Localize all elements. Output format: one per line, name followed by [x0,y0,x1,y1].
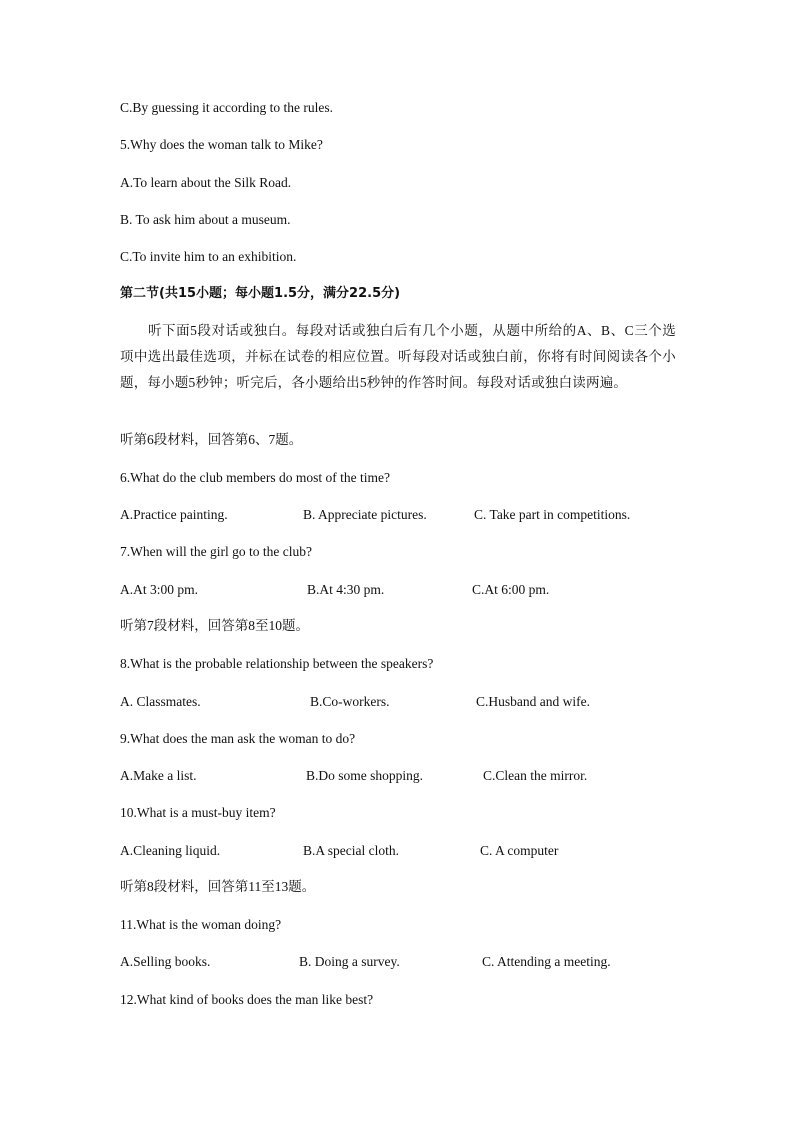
question-7: 7.When will the girl go to the club? [120,544,312,559]
question-6-option-b: B. Appreciate pictures. [303,507,427,522]
question-9: 9.What does the man ask the woman to do? [120,731,356,746]
question-12: 12.What kind of books does the man like best? [120,992,374,1007]
question-10-option-b: B.A special cloth. [303,843,399,858]
question-10-option-c: C. A computer [480,843,559,858]
question-8: 8.What is the probable relationship between the speakers? [120,656,434,671]
question-9-option-c: C.Clean the mirror. [483,768,588,783]
question-8-option-c: C.Husband and wife. [476,694,590,709]
question-10: 10.What is a must-buy item? [120,805,276,820]
question-7-option-b: B.At 4:30 pm. [307,582,385,597]
question-7-option-c: C.At 6:00 pm. [472,582,550,597]
question-5-option-a: A.To learn about the Silk Road. [120,175,292,190]
section-2-instructions: 听下面5段对话或独白。每段对话或独白后有几个小题，从题中所给的A、B、C三个选项中选出最佳选项，并标在试卷的相应位置。听每段对话或独白前，你将有时间阅读各个小题，每小题5秒钟；听完后，各小题给出5秒钟的作答时间。每段对话或独白读两遍。 [120,323,676,390]
question-6-option-a: A.Practice painting. [120,507,228,522]
question-10-option-a: A.Cleaning liquid. [120,843,221,858]
question-5-option-b: B. To ask him about a museum. [120,212,291,227]
material-6-heading: 听第6段材料，回答第6、7题。 [120,432,303,447]
question-11: 11.What is the woman doing? [120,917,282,932]
material-8-heading: 听第8段材料，回答第11至13题。 [120,879,316,894]
question-9-option-b: B.Do some shopping. [306,768,424,783]
question-6: 6.What do the club members do most of the time? [120,470,390,485]
question-8-option-b: B.Co-workers. [310,694,390,709]
question-6-option-c: C. Take part in competitions. [474,507,631,522]
material-7-heading: 听第7段材料，回答第8至10题。 [120,618,309,633]
question-11-option-b: B. Doing a survey. [299,954,400,969]
question-4-option-c: C.By guessing it according to the rules. [120,100,333,115]
question-11-option-a: A.Selling books. [120,954,211,969]
section-2-heading: 第二节(共15小题；每小题1.5分，满分22.5分) [120,286,401,301]
question-5: 5.Why does the woman talk to Mike? [120,137,323,152]
question-9-option-a: A.Make a list. [120,768,197,783]
question-5-option-c: C.To invite him to an exhibition. [120,249,297,264]
question-8-option-a: A. Classmates. [120,694,201,709]
question-11-option-c: C. Attending a meeting. [482,954,611,969]
question-7-option-a: A.At 3:00 pm. [120,582,199,597]
